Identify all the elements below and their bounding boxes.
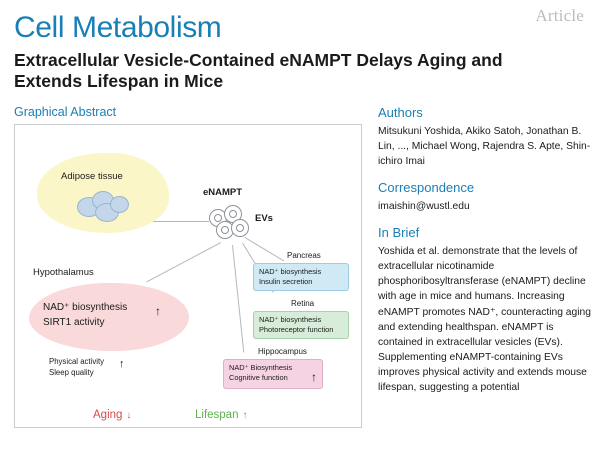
article-type-label: Article: [535, 6, 584, 25]
correspondence-heading: Correspondence: [378, 180, 475, 196]
hippocampus-up-arrow: ↑: [311, 370, 317, 385]
pancreas-effect-line1: NAD⁺ biosynthesis: [259, 267, 322, 277]
retina-effect-line1: NAD⁺ biosynthesis: [259, 315, 322, 325]
page-title: Extracellular Vesicle-Contained eNAMPT Delays Aging and Extends Lifespan in Mice: [14, 49, 503, 92]
outcome-text: [49, 357, 104, 379]
pancreas-label: Pancreas: [287, 251, 321, 261]
outcome-up-arrow: ↑: [119, 358, 125, 371]
authors-list: Mitsukuni Yoshida, Akiko Satoh, Jonathan B. Lin, ..., Michael Wong, Rajendra S. Apte, Shin-ichiro Imai: [378, 126, 591, 168]
correspondence-email[interactable]: imaishin@wustl.edu: [378, 201, 470, 213]
hypothalamus-effects: [43, 301, 127, 330]
adipose-tissue-label: Adipose tissue: [61, 171, 123, 183]
sleep-quality-line: Sleep quality: [49, 368, 94, 378]
authors-heading: Authors: [378, 105, 423, 121]
lifespan-summary: [195, 409, 247, 421]
content-columns: [14, 105, 591, 428]
in-brief-heading: In Brief: [378, 225, 420, 241]
pancreas-effect-box: [253, 263, 349, 291]
fat-cell-cluster-icon: [77, 191, 129, 221]
vesicle-cluster-icon: [207, 205, 253, 245]
retina-effect-box: [253, 311, 349, 339]
sirt1-activity-line: SIRT1 activity: [43, 316, 105, 328]
retina-label: Retina: [291, 299, 315, 309]
aging-down-arrow: ↓: [126, 410, 132, 422]
connector-evs-hypothalamus: [146, 242, 221, 282]
evs-label: EVs: [255, 213, 273, 225]
aging-summary: [93, 409, 131, 421]
in-brief-text: Yoshida et al. demonstrate that the levels of extracellular nicotinamide phosphoribosyltransferase (eNAMPT) decline with age in mice and humans. Increasing eNAMPT promotes NAD⁺, counteracting aging and extending healthspan. eNAMPT is contained in extracellular vesicles (EVs). Supplementing eNAMPT-containing EVs improves physical activity and extends mouse lifespan, suggesting a potential: [378, 246, 591, 393]
hippocampus-effect-box: [223, 359, 323, 389]
pancreas-effect-line2: Insulin secretion: [259, 277, 313, 287]
lifespan-up-arrow: ↑: [242, 410, 248, 422]
enampt-label: eNAMPT: [203, 187, 243, 199]
aging-label: Aging: [93, 409, 123, 422]
retina-effect-line2: Photoreceptor function: [259, 325, 334, 335]
hippocampus-effect-line2: Cognitive function: [229, 373, 288, 383]
hippocampus-label: Hippocampus: [258, 347, 307, 357]
lifespan-label: Lifespan: [195, 409, 239, 422]
authors-column: [378, 105, 592, 428]
journal-title: Cell Metabolism: [14, 11, 222, 44]
graphical-abstract-figure: [14, 124, 362, 428]
physical-activity-line: Physical activity: [49, 357, 105, 367]
connector-evs-hippocampus: [232, 245, 244, 353]
hypothalamus-up-arrow: ↑: [155, 304, 161, 319]
graphical-abstract-heading: Graphical Abstract: [14, 105, 117, 120]
graphical-abstract-column: [14, 105, 364, 428]
hypothalamus-label: Hypothalamus: [33, 267, 94, 279]
hippocampus-effect-line1: NAD⁺ Biosynthesis: [229, 363, 293, 373]
nad-biosynthesis-line: NAD⁺ biosynthesis: [43, 302, 128, 314]
